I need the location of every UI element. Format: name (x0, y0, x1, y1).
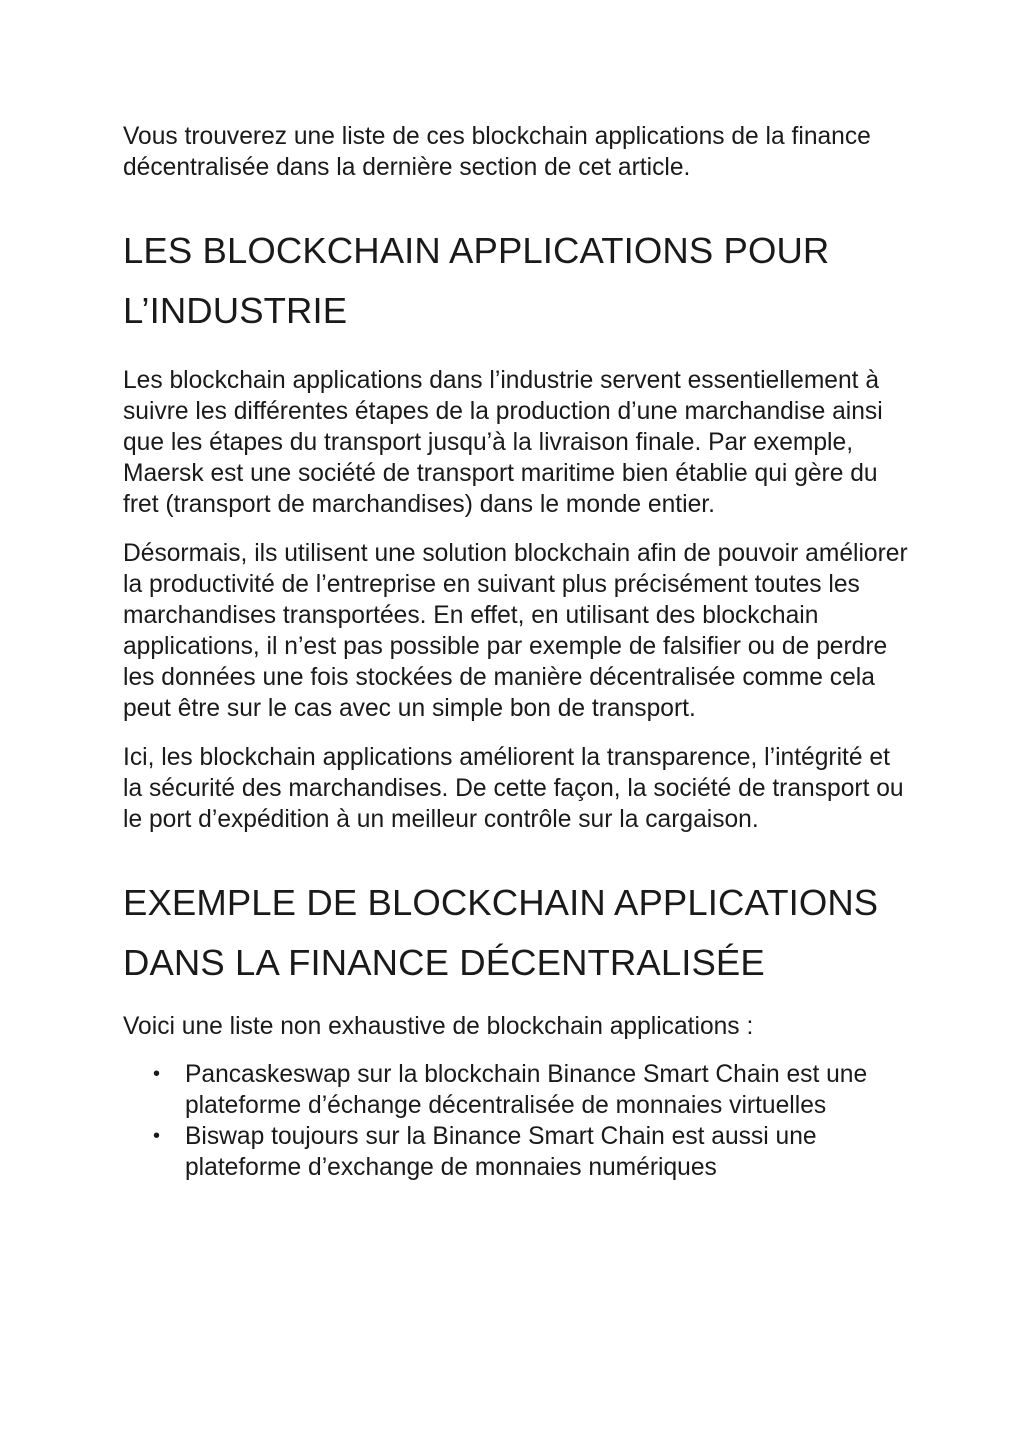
defi-app-list (123, 1059, 913, 1183)
bullet-icon: • (153, 1125, 161, 1147)
list-item-text: Pancaskeswap sur la blockchain Binance Smart Chain est une plateforme d’échange décentralisée de monnaies virtuelles (185, 1061, 868, 1119)
list-item-text: Biswap toujours sur la Binance Smart Chain est aussi une plateforme d’exchange de monnaies numériques (185, 1123, 817, 1181)
intro-paragraph: Vous trouverez une liste de ces blockchain applications de la finance décentralisée dans la dernière section de cet article. (123, 123, 871, 181)
section-heading-defi: EXEMPLE DE BLOCKCHAIN APPLICATIONS DANS LA FINANCE DÉCENTRALISÉE (123, 882, 879, 983)
bullet-icon: • (153, 1063, 161, 1085)
section-heading-industry: LES BLOCKCHAIN APPLICATIONS POUR L’INDUSTRIE (123, 230, 830, 331)
industry-paragraph-1: Les blockchain applications dans l’industrie servent essentiellement à suivre les différentes étapes de la production d’une marchandise ainsi que les étapes du transport jusqu’à la livraison finale. Par exemple, Maersk est une société de transport maritime bien établie qui gère du fret (transport de marchandises) dans le monde entier. (123, 367, 883, 518)
industry-paragraph-2: Désormais, ils utilisent une solution blockchain afin de pouvoir améliorer la productivité de l’entreprise en suivant plus précisément toutes les marchandises transportées. En effet, en utilisant des blockchain applications, il n’est pas possible par exemple de falsifier ou de perdre les données une fois stockées de manière décentralisée comme cela peut être sur le cas avec un simple bon de transport. (123, 540, 908, 722)
industry-paragraph-3: Ici, les blockchain applications améliorent la transparence, l’intégrité et la sécurité des marchandises. De cette façon, la société de transport ou le port d’expédition à un meilleur contrôle sur la cargaison. (123, 744, 904, 833)
document-page (123, 121, 913, 1183)
defi-lead-paragraph: Voici une liste non exhaustive de blockchain applications : (123, 1013, 754, 1040)
list-item (123, 1121, 913, 1183)
list-item (123, 1059, 913, 1121)
